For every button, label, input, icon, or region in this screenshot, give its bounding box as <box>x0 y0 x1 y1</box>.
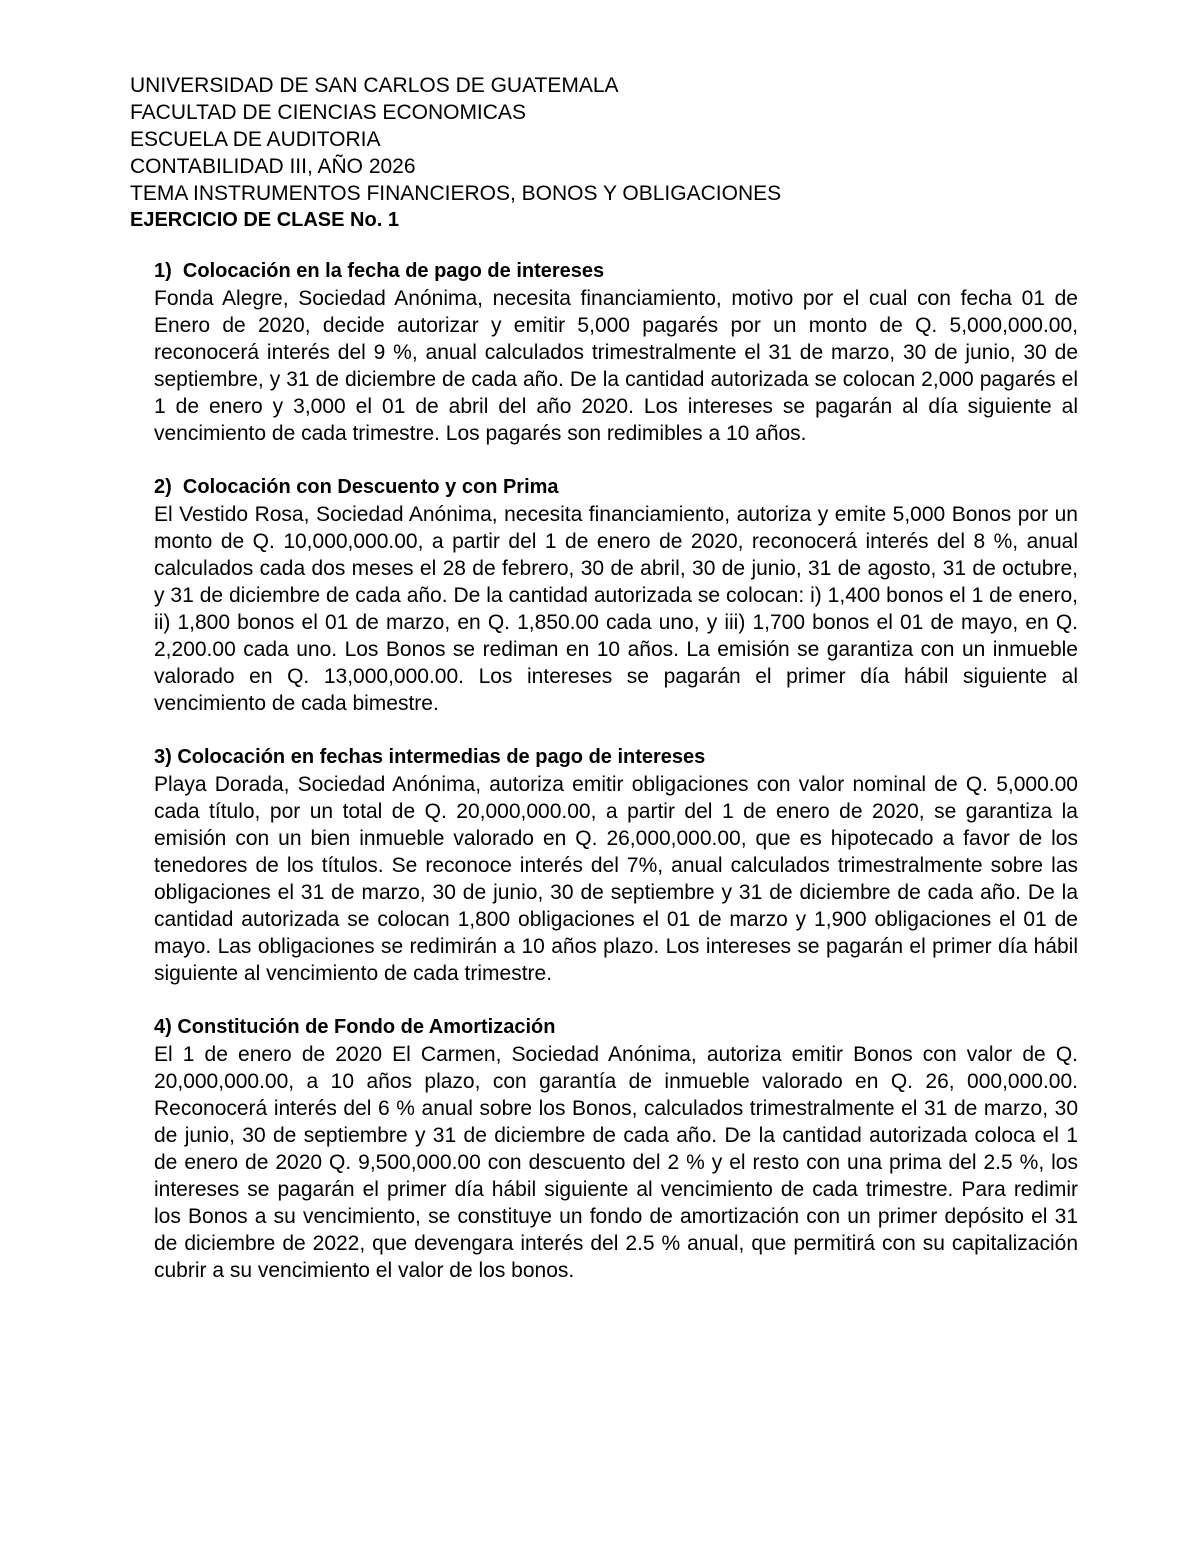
exercise-1-number: 1) <box>154 260 183 282</box>
exercise-sheet-title: EJERCICIO DE CLASE No. 1 <box>130 209 399 231</box>
exercise-3-number: 3) <box>154 746 178 768</box>
course-name: CONTABILIDAD III, AÑO 2026 <box>130 155 416 178</box>
exercise-4-number: 4) <box>154 1016 178 1038</box>
exercise-3-title: Colocación en fechas intermedias de pago de intereses <box>177 746 706 768</box>
exercise-3-body: Playa Dorada, Sociedad Anónima, autoriza emitir obligaciones con valor nominal de Q. 5,000.00 cada título, por un total de Q. 20,000,000.00, a partir del 1 de enero de 2020, se garantiza la emisión con un bien inmueble valorado en Q. 26,000,000.00, que es hipotecado a favor de los tenedores de los títulos. Se reconoce interés del 7%, anual calculados trimestralmente sobre las obligaciones el 31 de marzo, 30 de junio, 30 de septiembre y 31 de diciembre de cada año. De la cantidad autorizada se colocan 1,800 obligaciones el 01 de marzo y 1,900 obligaciones el 01 de mayo. Las obligaciones se redimirán a 10 años plazo. Los intereses se pagarán el primer día hábil siguiente al vencimiento de cada trimestre. <box>154 773 1078 985</box>
exercise-4-title: Constitución de Fondo de Amortización <box>177 1016 556 1038</box>
exercise-4-heading <box>154 1014 1078 1041</box>
exercise-3 <box>154 744 1078 987</box>
school-name: ESCUELA DE AUDITORIA <box>130 128 381 151</box>
exercise-1-heading <box>154 258 1078 285</box>
topic-line: TEMA INSTRUMENTOS FINANCIEROS, BONOS Y OBLIGACIONES <box>130 182 782 205</box>
university-name: UNIVERSIDAD DE SAN CARLOS DE GUATEMALA <box>130 74 619 97</box>
faculty-name: FACULTAD DE CIENCIAS ECONOMICAS <box>130 101 526 124</box>
document-header <box>130 72 1200 234</box>
exercise-4 <box>154 1014 1078 1284</box>
exercise-2-heading <box>154 474 1078 501</box>
exercise-4-body: El 1 de enero de 2020 El Carmen, Sociedad Anónima, autoriza emitir Bonos con valor de Q. 20,000,000.00, a 10 años plazo, con garantía de inmueble valorado en Q. 26, 000,000.00. Reconocerá interés del 6 % anual sobre los Bonos, calculados trimestralmente el 31 de marzo, 30 de junio, 30 de septiembre y 31 de diciembre de cada año. De la cantidad autorizada coloca el 1 de enero de 2020 Q. 9,500,000.00 con descuento del 2 % y el resto con una prima del 2.5 %, los intereses se pagarán el primer día hábil siguiente al vencimiento de cada trimestre. Para redimir los Bonos a su vencimiento, se constituye un fondo de amortización con un primer depósito el 31 de diciembre de 2022, que devengara interés del 2.5 % anual, que permitirá con su capitalización cubrir a su vencimiento el valor de los bonos. <box>154 1043 1078 1282</box>
exercise-list <box>130 258 1200 1284</box>
exercise-2-body: El Vestido Rosa, Sociedad Anónima, necesita financiamiento, autoriza y emite 5,000 Bonos por un monto de Q. 10,000,000.00, a partir del 1 de enero de 2020, reconocerá interés del 8 %, anual calculados cada dos meses el 28 de febrero, 30 de abril, 30 de junio, 31 de agosto, 31 de octubre, y 31 de diciembre de cada año. De la cantidad autorizada se colocan: i) 1,400 bonos el 1 de enero, ii) 1,800 bonos el 01 de marzo, en Q. 1,850.00 cada uno, y iii) 1,700 bonos el 01 de mayo, en Q. 2,200.00 cada uno. Los Bonos se rediman en 10 años. La emisión se garantiza con un inmueble valorado en Q. 13,000,000.00. Los intereses se pagarán el primer día hábil siguiente al vencimiento de cada bimestre. <box>154 503 1078 715</box>
exercise-1-body: Fonda Alegre, Sociedad Anónima, necesita financiamiento, motivo por el cual con fecha 01 de Enero de 2020, decide autorizar y emitir 5,000 pagarés por un monto de Q. 5,000,000.00, reconocerá interés del 9 %, anual calculados trimestralmente el 31 de marzo, 30 de junio, 30 de septiembre, y 31 de diciembre de cada año. De la cantidad autorizada se colocan 2,000 pagarés el 1 de enero y 3,000 el 01 de abril del año 2020. Los intereses se pagarán al día siguiente al vencimiento de cada trimestre. Los pagarés son redimibles a 10 años. <box>154 287 1078 445</box>
exercise-2-number: 2) <box>154 476 183 498</box>
exercise-3-heading <box>154 744 1078 771</box>
exercise-2-title: Colocación con Descuento y con Prima <box>182 476 559 498</box>
exercise-1-title: Colocación en la fecha de pago de intereses <box>182 260 605 282</box>
exercise-1 <box>154 258 1078 447</box>
exercise-2 <box>154 474 1078 717</box>
